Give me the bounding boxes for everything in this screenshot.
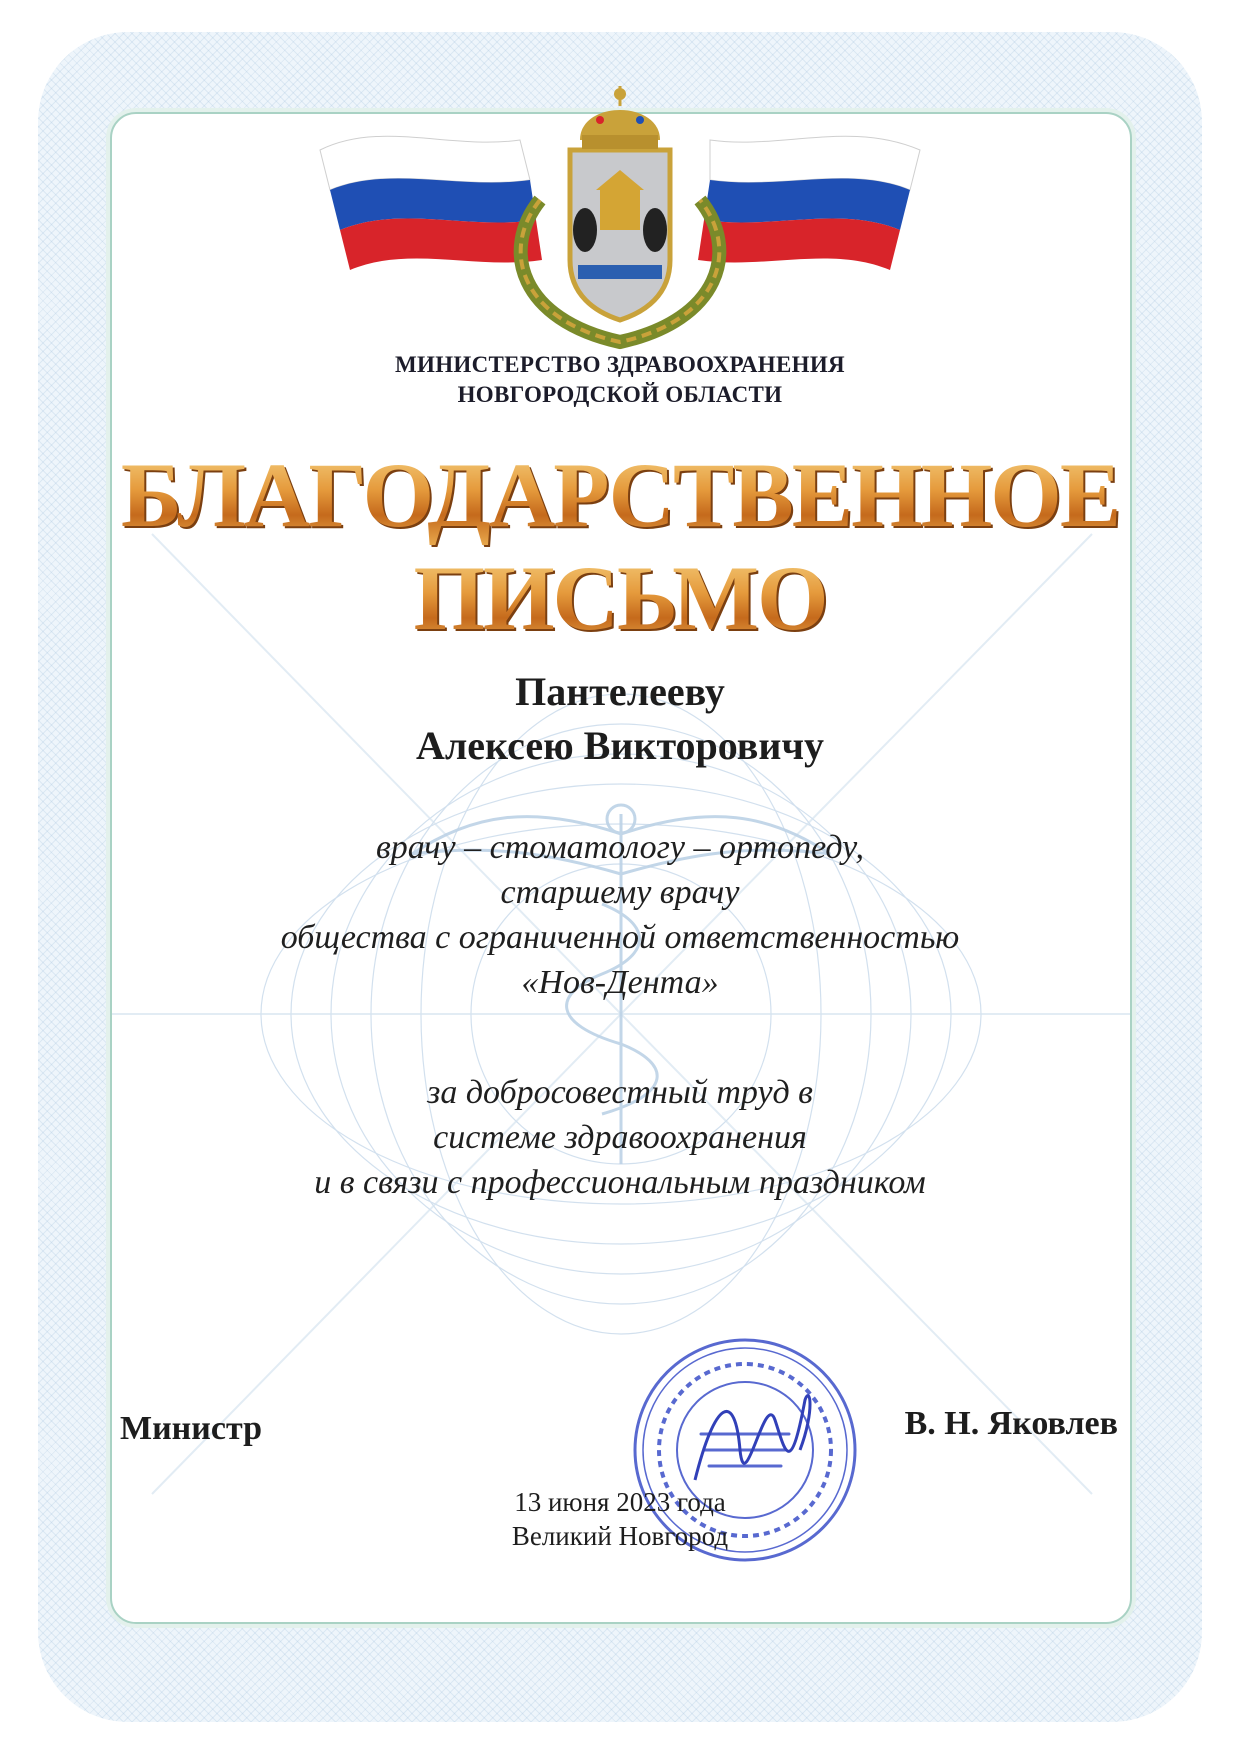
- reason-line-3: и в связи с профессиональным праздником: [314, 1164, 926, 1201]
- position-line-1: врачу – стоматологу – ортопеду,: [376, 829, 864, 866]
- position-line-3: общества с ограниченной ответственностью: [280, 919, 960, 956]
- ministry-line-2: НОВГОРОДСКОЙ ОБЛАСТИ: [457, 382, 783, 407]
- issue-city: Великий Новгород: [511, 1521, 729, 1551]
- reason-line-1: за добросовестный труд в: [427, 1074, 813, 1111]
- reason-line-2: системе здравоохранения: [433, 1119, 807, 1156]
- document-title-line-2: ПИСЬМО: [0, 548, 1240, 648]
- document-title-line-1: БЛАГОДАРСТВЕННОЕ: [0, 445, 1240, 545]
- recipient-surname: Пантелееву: [515, 669, 725, 714]
- flag-icon: [320, 136, 542, 270]
- signatory-name: В. Н. Яковлев: [904, 1405, 1118, 1442]
- date-and-place: [450, 1485, 790, 1553]
- position-line-2: старшему врачу: [500, 874, 740, 911]
- stamp-center-lines: [701, 1434, 789, 1466]
- recipient-position: [0, 825, 1240, 1005]
- ministry-header: [0, 350, 1240, 410]
- recipient-name: [0, 665, 1240, 773]
- signatory-role: Министр: [120, 1410, 262, 1447]
- award-reason: [0, 1070, 1240, 1205]
- ministry-line-1: МИНИСТЕРСТВО ЗДРАВООХРАНЕНИЯ: [395, 352, 845, 377]
- emblem-with-flags: [300, 80, 940, 350]
- position-line-4: «Нов-Дента»: [521, 964, 719, 1001]
- flag-icon: [698, 136, 920, 270]
- coat-of-arms-icon: [521, 86, 720, 342]
- recipient-given-names: Алексею Викторовичу: [415, 723, 825, 768]
- issue-date: 13 июня 2023 года: [514, 1487, 726, 1517]
